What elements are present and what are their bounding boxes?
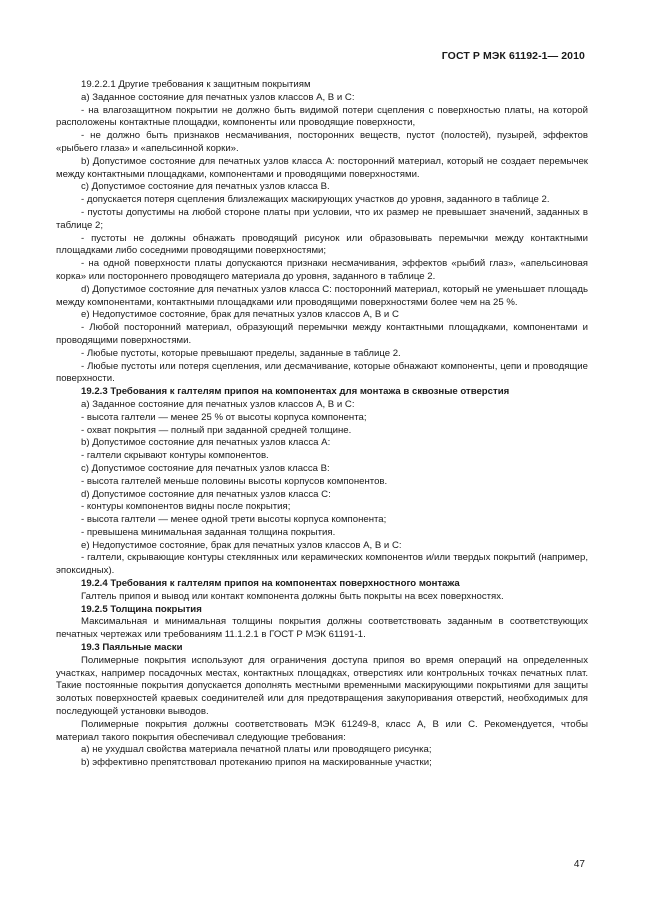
paragraph: c) Допустимое состояние для печатных узлов класса В:: [81, 462, 330, 474]
paragraph: b) эффективно препятствовал протеканию припоя на маскированные участки;: [81, 757, 432, 769]
document-body: [56, 79, 588, 770]
section-heading: 19.2.4 Требования к галтелям припоя на компонентах поверхностного монтажа: [81, 578, 460, 590]
paragraph: - высота галтелей меньше половины высоты корпусов компонентов.: [81, 475, 388, 487]
section-heading: 19.2.5 Толщина покрытия: [81, 603, 202, 615]
paragraph: а) Заданное состояние для печатных узлов классов А, В и С:: [81, 91, 355, 103]
paragraph: - высота галтели — менее одной трети высоты корпуса компонента;: [81, 514, 387, 526]
paragraph: b) Допустимое состояние для печатных узлов класса А: посторонний материал, который не создает перемычек между контактными площадками, компонентами и проводящими поверхностями.: [56, 155, 588, 180]
paragraph: c) Допустимое состояние для печатных узлов класса В.: [81, 181, 330, 193]
paragraph: - контуры компонентов видны после покрытия;: [81, 501, 291, 513]
paragraph: d) Допустимое состояние для печатных узлов класса С: посторонний материал, который не уменьшает площадь между компонентами, контактными площадками или проводящими поверхностями более чем на 25 %.: [56, 283, 588, 308]
paragraph: Полимерные покрытия должны соответствовать МЭК 61249-8, класс А, В или С. Рекомендуется, чтобы материал такого покрытия обеспечивал следующие требования:: [56, 718, 588, 743]
page-number: 47: [573, 859, 585, 870]
paragraph: - Любой посторонний материал, образующий перемычки между контактными площадками, компонентами и проводящими поверхностями.: [56, 322, 588, 346]
paragraph: 19.2.2.1 Другие требования к защитным покрытиям: [81, 79, 311, 90]
paragraph: - охват покрытия — полный при заданной средней толщине.: [81, 424, 352, 436]
paragraph: - превышена минимальная заданная толщина покрытия.: [81, 526, 336, 538]
section-heading: 19.3 Паяльные маски: [81, 642, 183, 654]
paragraph: - высота галтели — менее 25 % от высоты корпуса компонента;: [81, 411, 367, 423]
paragraph: а) Заданное состояние для печатных узлов классов А, В и С:: [81, 398, 355, 410]
paragraph: е) Недопустимое состояние, брак для печатных узлов классов А, В и С: [81, 309, 399, 321]
section-heading: 19.2.3 Требования к галтелям припоя на компонентах для монтажа в сквозные отверстия: [81, 386, 510, 398]
paragraph: - Любые пустоты или потеря сцепления, или десмачивание, которые обнажают компоненты, цепи и проводящие поверхности.: [56, 360, 588, 385]
paragraph: - допускается потеря сцепления близлежащих маскирующих участков до уровня, заданного в таблице 2.: [81, 194, 550, 206]
paragraph: - на одной поверхности платы допускаются признаки несмачивания, эффектов «рыбий глаз», «апельсиновая корка» или постороннего проводящего материала до уровня, заданного в таблице 2.: [56, 258, 588, 282]
paragraph: Галтель припоя и вывод или контакт компонента должны быть покрыты на всех поверхностях.: [81, 590, 504, 602]
paragraph: - галтели, скрывающие контуры стеклянных или керамических компонентов и/или твердых покрытий (например, эпоксидных).: [56, 552, 588, 577]
paragraph: Полимерные покрытия используют для ограничения доступа припоя во время операций на определенных участках, например посадочных местах, контактных площадках, отверстиях или контрольных точках печатных плат. Такие постоянные покрытия допускается дополнять местными временными маскирующими покрытиями для защиты золотых поверхностей краевых соединителей или для предотвращения закупоривания отверстий, необходимых для последующей установки выводов.: [56, 654, 588, 718]
paragraph: - Любые пустоты, которые превышают пределы, заданные в таблице 2.: [81, 347, 401, 359]
paragraph: е) Недопустимое состояние, брак для печатных узлов классов А, В и С:: [81, 539, 402, 551]
paragraph: Максимальная и минимальная толщины покрытия должны соответствовать заданным в соответствующих печатных чертежах или требованиям 11.1.2.1 в ГОСТ Р МЭК 61191-1.: [56, 616, 588, 641]
paragraph: - пустоты допустимы на любой стороне платы при условии, что их размер не превышает значений, заданных в таблице 2;: [56, 206, 588, 231]
paragraph: - на влагозащитном покрытии не должно быть видимой потери сцепления c поверхностью платы, на которой расположены контактные площадки, компоненты или проводящие поверхности,: [56, 104, 588, 129]
document-header: ГОСТ Р МЭК 61192-1— 2010: [441, 50, 585, 62]
paragraph: d) Допустимое состояние для печатных узлов класса С:: [81, 488, 331, 500]
paragraph: b) Допустимое состояние для печатных узлов класса А:: [81, 437, 331, 449]
paragraph: - галтели скрывают контуры компонентов.: [81, 450, 269, 462]
paragraph: - пустоты не должны обнажать проводящий рисунок или образовывать перемычки между контактными площадками либо соседними проводящими поверхностями;: [56, 232, 588, 257]
paragraph: а) не ухудшал свойства материала печатной платы или проводящего рисунка;: [81, 744, 432, 756]
paragraph: - не должно быть признаков несмачивания, посторонних веществ, пустот (полостей), пузырей, эффектов «рыбьего глаза» и «апельсинной корки».: [56, 130, 588, 154]
